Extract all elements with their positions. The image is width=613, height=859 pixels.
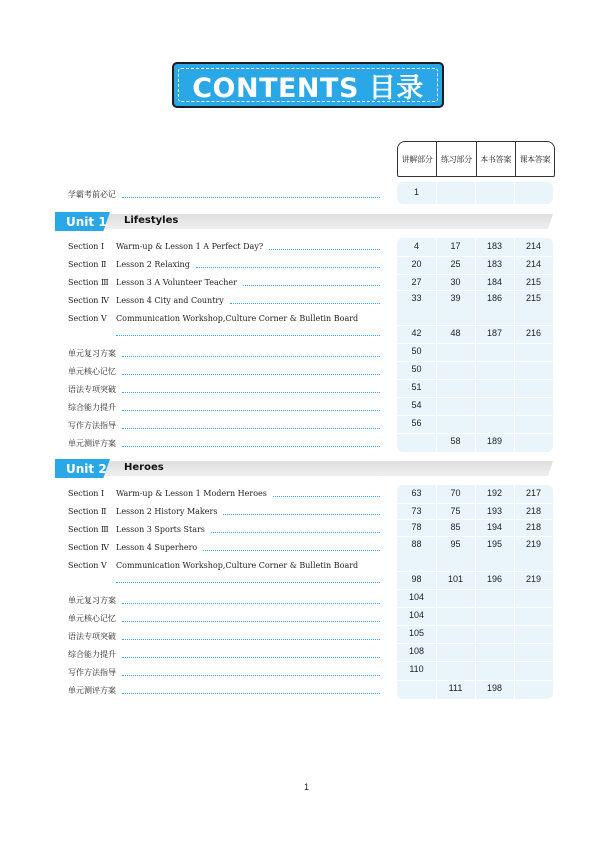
page-ref-2: 198 — [486, 683, 503, 693]
entry-title: 写作方法指导 — [68, 421, 116, 430]
panel-row-divider — [397, 343, 553, 344]
panel-row-divider — [397, 433, 553, 434]
column-header-practice: 练习部分 — [436, 142, 475, 176]
page-ref-2: 187 — [486, 328, 503, 338]
page-ref-1: 75 — [450, 506, 461, 516]
page-ref-3: 214 — [525, 259, 542, 269]
toc-entry-label — [68, 420, 116, 431]
page-ref-0: 104 — [408, 610, 425, 620]
leader-dots — [211, 532, 380, 533]
toc-entry-label — [68, 560, 358, 571]
toc-entry-label — [68, 649, 116, 660]
toc-entry-label — [68, 295, 224, 306]
panel-row-divider — [397, 397, 553, 398]
page-ref-3: 219 — [525, 574, 542, 584]
panel-column-divider — [514, 485, 515, 699]
page-ref-1: 48 — [450, 328, 461, 338]
leader-dots — [122, 410, 380, 411]
entry-title: 单元测评方案 — [68, 439, 116, 448]
contents-title-box — [172, 62, 444, 108]
page-ref-2: 184 — [486, 277, 503, 287]
page-ref-0: 50 — [411, 346, 422, 356]
unit-badge-label: Unit 2 — [66, 462, 107, 476]
entry-title: 综合能力提升 — [68, 403, 116, 412]
page-ref-2: 193 — [486, 506, 503, 516]
page-ref-0: 51 — [411, 382, 422, 392]
panel-row-divider — [397, 361, 553, 362]
page-ref-2: 196 — [486, 574, 503, 584]
page-ref-0: 1 — [413, 187, 419, 197]
leader-dots — [116, 582, 380, 583]
panel-column-divider — [436, 485, 437, 699]
leader-dots — [122, 639, 380, 640]
panel-row-divider — [397, 680, 553, 681]
unit-1-header — [55, 214, 553, 229]
panel-row-divider — [397, 379, 553, 380]
page-ref-0: 63 — [411, 488, 422, 498]
toc-entry-label — [68, 524, 205, 535]
page-ref-1: 17 — [450, 241, 461, 251]
page-ref-2: 195 — [486, 539, 503, 549]
entry-title: 语法专项突破 — [68, 385, 116, 394]
panel-row-divider — [397, 625, 553, 626]
panel-column-divider — [436, 182, 437, 204]
toc-entry-label — [68, 402, 116, 413]
column-header-explanation: 讲解部分 — [401, 154, 433, 164]
panel-row-divider — [397, 661, 553, 662]
panel-row-divider — [397, 571, 553, 572]
entry-title: 综合能力提升 — [68, 650, 116, 659]
leader-dots — [122, 392, 380, 393]
page-ref-2: 189 — [486, 436, 503, 446]
entry-title: Warm-up & Lesson 1 Modern Heroes — [116, 489, 267, 498]
entry-title: Lesson 4 Superhero — [116, 543, 198, 552]
leader-dots — [116, 335, 380, 336]
leader-dots — [122, 675, 380, 676]
section-number: Section Ⅱ — [68, 260, 107, 269]
leader-dots — [122, 657, 380, 658]
page-ref-3: 215 — [525, 277, 542, 287]
panel-row-divider — [397, 290, 553, 291]
page-ref-1: 58 — [450, 436, 461, 446]
leader-dots — [122, 428, 380, 429]
toc-entry-label — [68, 384, 116, 395]
entry-title: 单元复习方案 — [68, 349, 116, 358]
section-number: Section Ⅲ — [68, 525, 109, 534]
unit-badge-label: Unit 1 — [66, 215, 107, 229]
section-number: Section Ⅰ — [68, 489, 105, 498]
entry-title: Lesson 4 City and Country — [116, 296, 224, 305]
page-ref-0: 33 — [411, 293, 422, 303]
leader-dots — [122, 693, 380, 694]
leader-dots — [203, 550, 380, 551]
panel-column-divider — [514, 182, 515, 204]
page-ref-1: 95 — [450, 539, 461, 549]
leader-dots — [196, 267, 380, 268]
panel-row-divider — [397, 325, 553, 326]
page-ref-3: 219 — [525, 539, 542, 549]
toc-entry-label — [68, 631, 116, 642]
leader-dots — [269, 249, 380, 250]
panel-row-divider — [397, 256, 553, 257]
section-number: Section Ⅴ — [68, 561, 107, 570]
page-ref-0: 78 — [411, 522, 422, 532]
panel-column-divider — [475, 238, 476, 452]
page-ref-3: 216 — [525, 328, 542, 338]
section-number: Section Ⅳ — [68, 296, 109, 305]
page-ref-0: 20 — [411, 259, 422, 269]
page-ref-2: 194 — [486, 522, 503, 532]
page-ref-3: 218 — [525, 522, 542, 532]
page-ref-2: 186 — [486, 293, 503, 303]
panel-row-divider — [397, 536, 553, 537]
section-number: Section Ⅲ — [68, 278, 109, 287]
entry-title: 单元核心记忆 — [68, 367, 116, 376]
entry-title: Lesson 2 Relaxing — [116, 260, 190, 269]
leader-dots — [122, 621, 380, 622]
entry-title: 写作方法指导 — [68, 668, 116, 677]
toc-entry-label — [68, 259, 190, 270]
page-ref-0: 27 — [411, 277, 422, 287]
entry-title: 单元复习方案 — [68, 596, 116, 605]
leader-dots — [122, 374, 380, 375]
page-ref-0: 56 — [411, 418, 422, 428]
entry-title: Communication Workshop,Culture Corner & Bulletin Board — [116, 314, 359, 323]
toc-entry-label — [68, 488, 267, 499]
page-ref-0: 108 — [408, 646, 425, 656]
toc-entry-label — [68, 438, 116, 449]
page-ref-3: 217 — [525, 488, 542, 498]
page-ref-1: 101 — [447, 574, 464, 584]
leader-dots — [230, 303, 380, 304]
section-number: Section Ⅱ — [68, 507, 107, 516]
panel-row-divider — [397, 274, 553, 275]
page-ref-0: 42 — [411, 328, 422, 338]
section-number: Section Ⅰ — [68, 242, 105, 251]
page-ref-2: 192 — [486, 488, 503, 498]
page-ref-1: 70 — [450, 488, 461, 498]
page-ref-0: 88 — [411, 539, 422, 549]
toc-entry-label — [68, 313, 358, 324]
panel-column-divider — [514, 238, 515, 452]
page-ref-3: 218 — [525, 506, 542, 516]
panel-column-divider — [475, 182, 476, 204]
toc-entry-label — [68, 613, 116, 624]
panel-column-divider — [475, 485, 476, 699]
entry-title: 语法专项突破 — [68, 632, 116, 641]
entry-title: Communication Workshop,Culture Corner & Bulletin Board — [116, 561, 359, 570]
column-header — [397, 141, 555, 177]
toc-entry-label — [68, 667, 116, 678]
leader-dots — [223, 514, 380, 515]
panel-row-divider — [397, 643, 553, 644]
entry-title: Lesson 3 Sports Stars — [116, 525, 205, 534]
unit-title: Lifestyles — [124, 215, 179, 226]
page-title: CONTENTS 目录 — [192, 72, 424, 104]
entry-title: Warm-up & Lesson 1 A Perfect Day? — [116, 242, 264, 251]
page-ref-0: 4 — [413, 241, 419, 251]
entry-title: 单元测评方案 — [68, 686, 116, 695]
entry-title: Lesson 2 History Makers — [116, 507, 218, 516]
page-ref-3: 215 — [525, 293, 542, 303]
column-header-book-answers: 本书答案 — [476, 142, 515, 176]
toc-entry-label — [68, 685, 116, 696]
page-ref-1: 85 — [450, 522, 461, 532]
panel-row-divider — [397, 589, 553, 590]
entry-title: Lesson 3 A Volunteer Teacher — [116, 278, 237, 287]
leader-dots — [273, 496, 380, 497]
panel-row-divider — [397, 415, 553, 416]
unit-title: Heroes — [124, 462, 164, 473]
page-ref-0: 98 — [411, 574, 422, 584]
page-ref-3: 214 — [525, 241, 542, 251]
section-number: Section Ⅳ — [68, 543, 109, 552]
column-header-textbook-answers: 课本答案 — [515, 142, 554, 176]
entry-title: 单元核心记忆 — [68, 614, 116, 623]
toc-entry-label — [68, 542, 197, 553]
section-number: Section Ⅴ — [68, 314, 107, 323]
page-ref-0: 105 — [408, 628, 425, 638]
toc-entry-label — [68, 506, 217, 517]
toc-entry-label — [68, 189, 116, 200]
entry-title: 学霸考前必记 — [68, 190, 116, 199]
toc-entry-label — [68, 366, 116, 377]
page-ref-1: 39 — [450, 293, 461, 303]
leader-dots — [122, 446, 380, 447]
leader-dots — [122, 603, 380, 604]
page-ref-0: 54 — [411, 400, 422, 410]
page-ref-1: 30 — [450, 277, 461, 287]
page-ref-1: 25 — [450, 259, 461, 269]
panel-row-divider — [397, 519, 553, 520]
page-ref-2: 183 — [486, 241, 503, 251]
page-ref-0: 110 — [409, 664, 424, 674]
unit-2-header — [55, 461, 553, 476]
page-ref-0: 104 — [408, 592, 425, 602]
toc-entry-label — [68, 277, 237, 288]
page-number: 1 — [303, 782, 309, 792]
page-ref-0: 50 — [411, 364, 422, 374]
toc-entry-label — [68, 595, 116, 606]
toc-entry-label — [68, 241, 263, 252]
leader-dots — [122, 356, 380, 357]
toc-entry-label — [68, 348, 116, 359]
page-ref-2: 183 — [486, 259, 503, 269]
panel-column-divider — [436, 238, 437, 452]
leader-dots — [122, 197, 380, 198]
panel-row-divider — [397, 607, 553, 608]
panel-row-divider — [397, 503, 553, 504]
page-ref-1: 111 — [448, 683, 463, 693]
leader-dots — [243, 285, 380, 286]
page-ref-0: 73 — [411, 506, 422, 516]
